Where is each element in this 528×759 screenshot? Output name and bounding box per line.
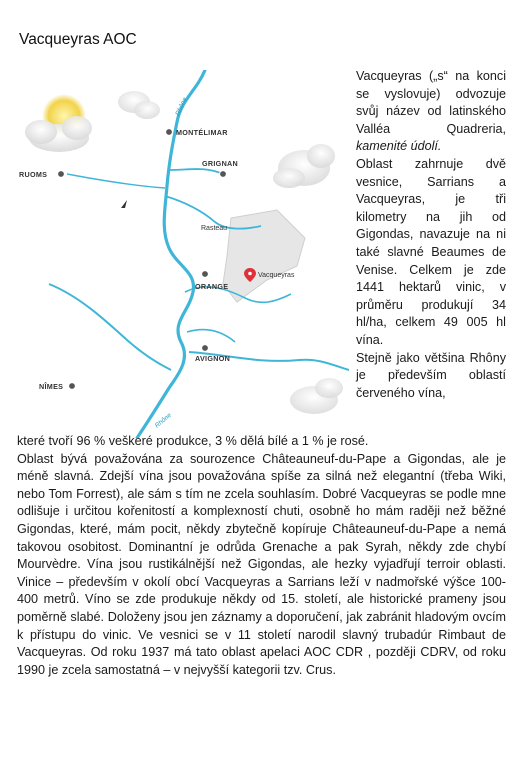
side-text-column [356, 68, 506, 402]
river-label: Rhône [174, 96, 189, 117]
svg-text:MONTÉLIMAR: MONTÉLIMAR [176, 128, 228, 137]
cloud-icon [273, 144, 335, 188]
svg-text:Vacqueyras: Vacqueyras [258, 272, 295, 279]
paragraph-area: Oblast zahrnuje dvě vesnice, Sarrians a Vacqueyras, je tři kilometry na jih od Gigondas, navazuje na ni také slavné Beaumes de Venise. Celkem je zde 1441 hektarů vinic, v průměru produkují 34 hl/ha, celkem 49 005 hl vína. [356, 156, 506, 347]
paragraph-description: Oblast bývá považována za sourozence Châteauneuf-du-Pape a Gigondas, ale je méně slavná. Zdejší vína jsou považována spíše za silná než elegantní (třeba Wiki, nebo Tom Forrest), ale sám s tím ne zcela souhlasím. Dobré Vacqueyras se podle mne odlišuje i určitou kořenitostí a komplexností chuti, osobně ho mám raději než běžné Gigondas, které, mám pocit, někdy zbytečně kopíruje Châteauneuf-du-Pape a nemá takovou osobitost. Dominantní je odrůda Grenache a pak Syrah, někdy zde chybí Mourvèdre. Vína jsou rustikálnější než Gigondas, ale hezky vyjadřují terroir oblasti. Vinice – především v okolí obcí Vacqueyras a Sarrians leží v nadmořské výšce 100- 400 metrů. Víno se zde produkuje někdy od 15. století, ale historické prameny jsou poměrně slabé. Doloženy jsou jen záznamy a doporučení, jak zabránit hladovým ovcím k přístupu do vinic. Ve vesnici se v 11 století narodil slavný trubadúr Rimbaut de Vacqueyras. Od roku 1937 má tato oblast apelaci AOC CDR , později CDRV, od roku 1990 je zcela samostatná – v nejvyšší kategorii tzv. Crus. [17, 451, 506, 677]
svg-text:AVIGNON: AVIGNON [195, 354, 231, 363]
svg-text:ORANGE: ORANGE [195, 282, 229, 291]
cloud-icon [290, 378, 343, 414]
city-avignon [195, 345, 230, 363]
paragraph-red-wine: Stejně jako většina Rhôny je především oblastí červeného vína, [356, 350, 506, 400]
bird-icon [121, 200, 127, 208]
paragraph-production-share: které tvoří 96 % veškeré produkce, 3 % dělá bílé a 1 % je rosé. [17, 434, 369, 448]
body-text [17, 433, 506, 679]
city-nimes [39, 382, 75, 391]
vineyard-zone [223, 210, 305, 302]
river-label: Rhône [153, 411, 173, 430]
city-grignan [202, 159, 238, 177]
cloud-icon [118, 91, 160, 119]
city-rasteau [201, 225, 227, 232]
river-rhone [137, 70, 205, 438]
svg-text:RUOMS: RUOMS [19, 170, 48, 179]
river-branch [67, 174, 165, 188]
river-branch [169, 169, 223, 174]
italic-phrase: kamenité údolí. [356, 139, 442, 154]
svg-text:NÎMES: NÎMES [39, 382, 64, 391]
sun-cloud-icon [25, 94, 92, 152]
river-branch [187, 330, 235, 342]
region-map [9, 70, 349, 438]
page-title: Vacqueyras AOC [19, 31, 137, 48]
svg-text:Rasteau: Rasteau [201, 225, 228, 232]
city-ruoms [19, 170, 64, 179]
svg-text:GRIGNAN: GRIGNAN [202, 159, 239, 168]
paragraph-etymology: Vacqueyras („s“ na konci se vyslovuje) odvozuje svůj název od latinského Valléa Quadreria, kamenité údolí. [356, 69, 506, 154]
river-branch [49, 284, 171, 370]
